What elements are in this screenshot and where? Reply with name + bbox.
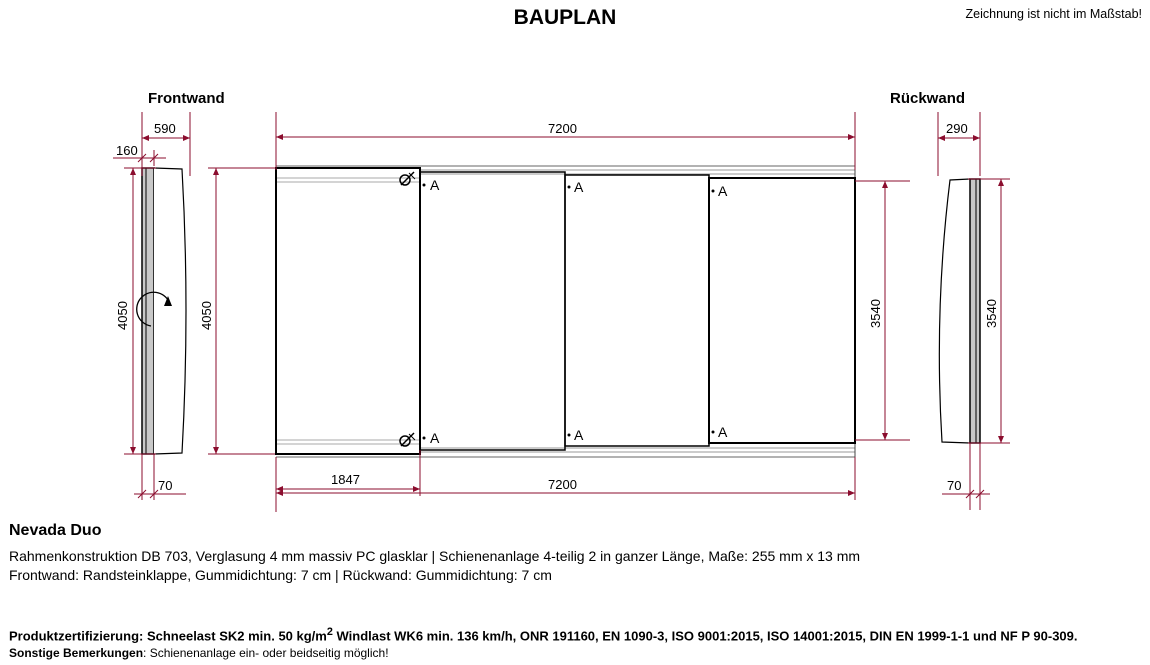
back-wall-heading: Rückwand <box>890 90 966 107</box>
marker-a: A <box>430 177 440 193</box>
certification-part-2: Windlast WK6 min. 136 km/h, ONR 191160, EN 1090-3, ISO 9001:2015, ISO 14001:2015, DIN EN 1999-1-1 und NF P 90-309. <box>332 628 1078 644</box>
marker-a: A <box>718 183 728 199</box>
marker-a: A <box>718 424 728 440</box>
back-dim-bottom-label: 70 <box>947 478 962 493</box>
back-dim-height-label: 3540 <box>984 299 999 328</box>
marker-a: A <box>574 179 584 195</box>
certification-superscript: 2 <box>326 626 333 638</box>
plan-dim-segment-label: 1847 <box>331 472 360 487</box>
front-dim-top-label: 590 <box>154 121 176 136</box>
page-title: BAUPLAN <box>513 6 617 29</box>
front-dim-height-inner-label: 4050 <box>199 301 214 330</box>
plan-dim-top-label: 7200 <box>548 121 577 136</box>
marker-dots <box>423 184 715 440</box>
segment-1 <box>276 168 420 454</box>
scale-note: Zeichnung ist nicht im Maßstab! <box>965 7 1142 21</box>
marker-a: A <box>574 427 584 443</box>
product-description-line-1: Rahmenkonstruktion DB 703, Verglasung 4 mm massiv PC glasklar | Schienenanlage 4-teilig 2 in ganzer Länge, Maße: 255 mm x 13 mm <box>9 548 861 564</box>
front-dim-bottom-label: 70 <box>158 478 173 493</box>
front-dim-bottom <box>134 454 186 500</box>
product-description-line-2: Frontwand: Randsteinklappe, Gummidichtung: 7 cm | Rückwand: Gummidichtung: 7 cm <box>9 567 552 583</box>
remarks-label: Sonstige Bemerkungen <box>9 646 144 660</box>
plan-dim-right-label: 3540 <box>868 299 883 328</box>
remarks-text <box>9 646 389 660</box>
front-dim-height-outer-label: 4050 <box>115 301 130 330</box>
marker-a: A <box>430 430 440 446</box>
back-dim-bottom <box>942 443 990 510</box>
certification-part-1: Produktzertifizierung: Schneelast SK2 min. 50 kg/m <box>9 628 327 644</box>
back-dim-top-label: 290 <box>946 121 968 136</box>
certification-text <box>9 626 1078 643</box>
front-wall-profile <box>142 168 186 454</box>
segment-4 <box>709 178 855 443</box>
segment-2 <box>420 172 565 450</box>
front-dim-edge-label: 160 <box>116 143 138 158</box>
front-dim-height-inner <box>208 168 280 454</box>
product-name: Nevada Duo <box>9 522 102 539</box>
front-wall-heading: Frontwand <box>148 90 225 107</box>
back-wall-profile <box>939 179 980 443</box>
plan-dim-bottom-label: 7200 <box>548 477 577 492</box>
remarks-body: : Schienenanlage ein- oder beidseitig möglich! <box>143 646 389 660</box>
segment-3 <box>565 175 709 446</box>
